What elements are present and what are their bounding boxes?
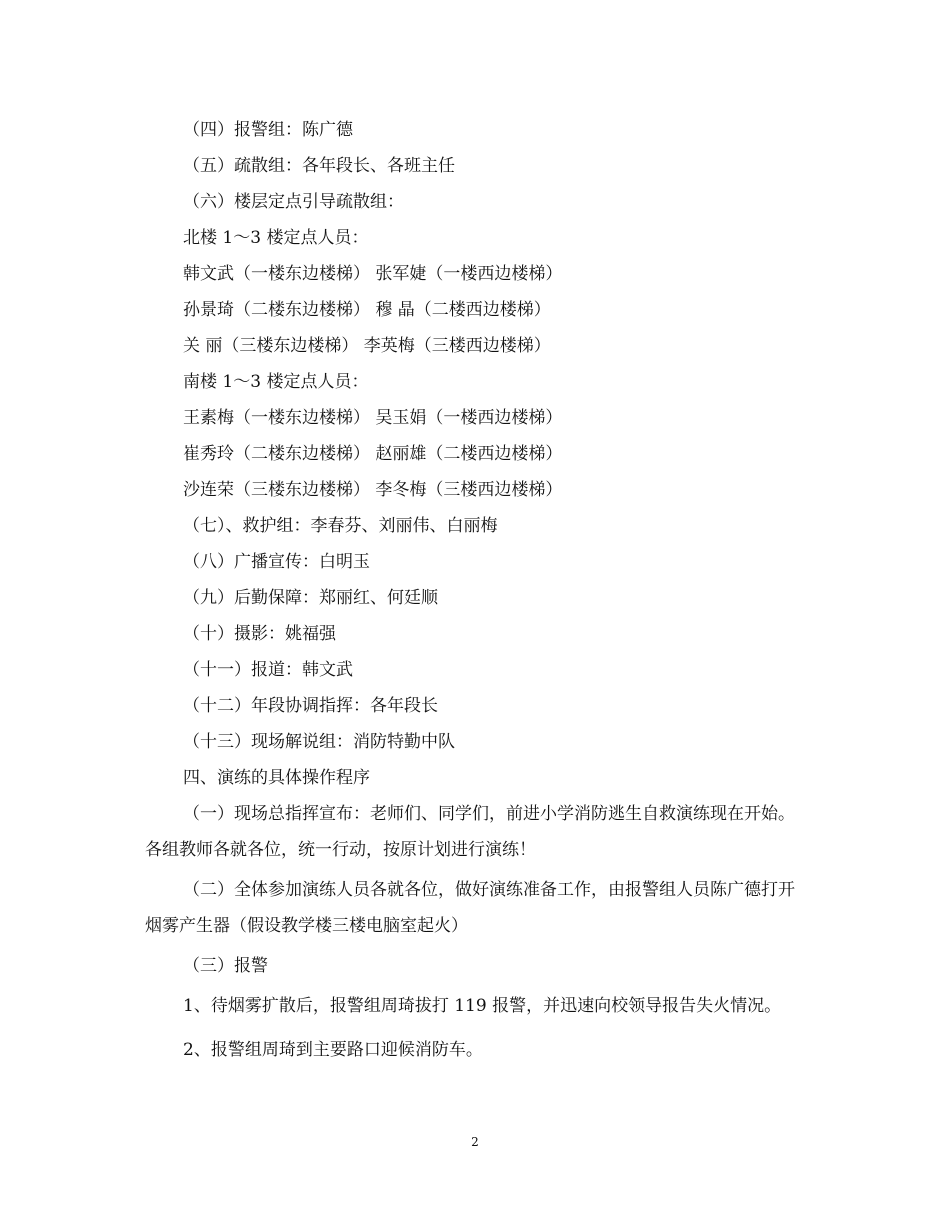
paragraph: （一）现场总指挥宣布：老师们、同学们，前进小学消防逃生自救演练现在开始。各组教师各就各位，统一行动，按原计划进行演练！ [145, 804, 795, 860]
text-line: （十一）报道：韩文武 [183, 660, 353, 680]
section-heading: 四、演练的具体操作程序 [183, 768, 370, 788]
document-body [145, 112, 810, 1068]
paragraph: 2、报警组周琦到主要路口迎候消防车。 [183, 1040, 483, 1060]
text-line: 崔秀玲（二楼东边楼梯） 赵丽雄（二楼西边楼梯） [183, 444, 563, 464]
text-line: （十二）年段协调指挥：各年段长 [183, 696, 438, 716]
text-line: （五）疏散组：各年段长、各班主任 [183, 156, 455, 176]
text-line: （十）摄影：姚福强 [183, 624, 336, 644]
text-line: （四）报警组：陈广德 [183, 120, 353, 140]
text-line: 孙景琦（二楼东边楼梯） 穆 晶（二楼西边楼梯） [183, 300, 551, 320]
text-line: （七）、救护组：李春芬、刘丽伟、白丽梅 [183, 516, 498, 536]
paragraph: （二）全体参加演练人员各就各位，做好演练准备工作，由报警组人员陈广德打开烟雾产生器（假设教学楼三楼电脑室起火） [145, 880, 795, 936]
text-line: 南楼 1～3 楼定点人员： [183, 372, 369, 392]
text-line: 王素梅（一楼东边楼梯） 吴玉娟（一楼西边楼梯） [183, 408, 563, 428]
text-line: （六）楼层定点引导疏散组： [183, 192, 404, 212]
text-line: （九）后勤保障：郑丽红、何廷顺 [183, 588, 438, 608]
text-line: （八）广播宣传：白明玉 [183, 552, 370, 572]
text-line: 沙连荣（三楼东边楼梯） 李冬梅（三楼西边楼梯） [183, 480, 563, 500]
text-line: 韩文武（一楼东边楼梯） 张军婕（一楼西边楼梯） [183, 264, 563, 284]
page-number: 2 [471, 1135, 479, 1149]
paragraph: （三）报警 [183, 956, 268, 976]
text-line: 北楼 1～3 楼定点人员： [183, 228, 369, 248]
text-line: 关 丽（三楼东边楼梯） 李英梅（三楼西边楼梯） [183, 336, 551, 356]
text-line: （十三）现场解说组：消防特勤中队 [183, 732, 455, 752]
paragraph: 1、待烟雾扩散后，报警组周琦拔打 119 报警，并迅速向校领导报告失火情况。 [183, 996, 782, 1016]
